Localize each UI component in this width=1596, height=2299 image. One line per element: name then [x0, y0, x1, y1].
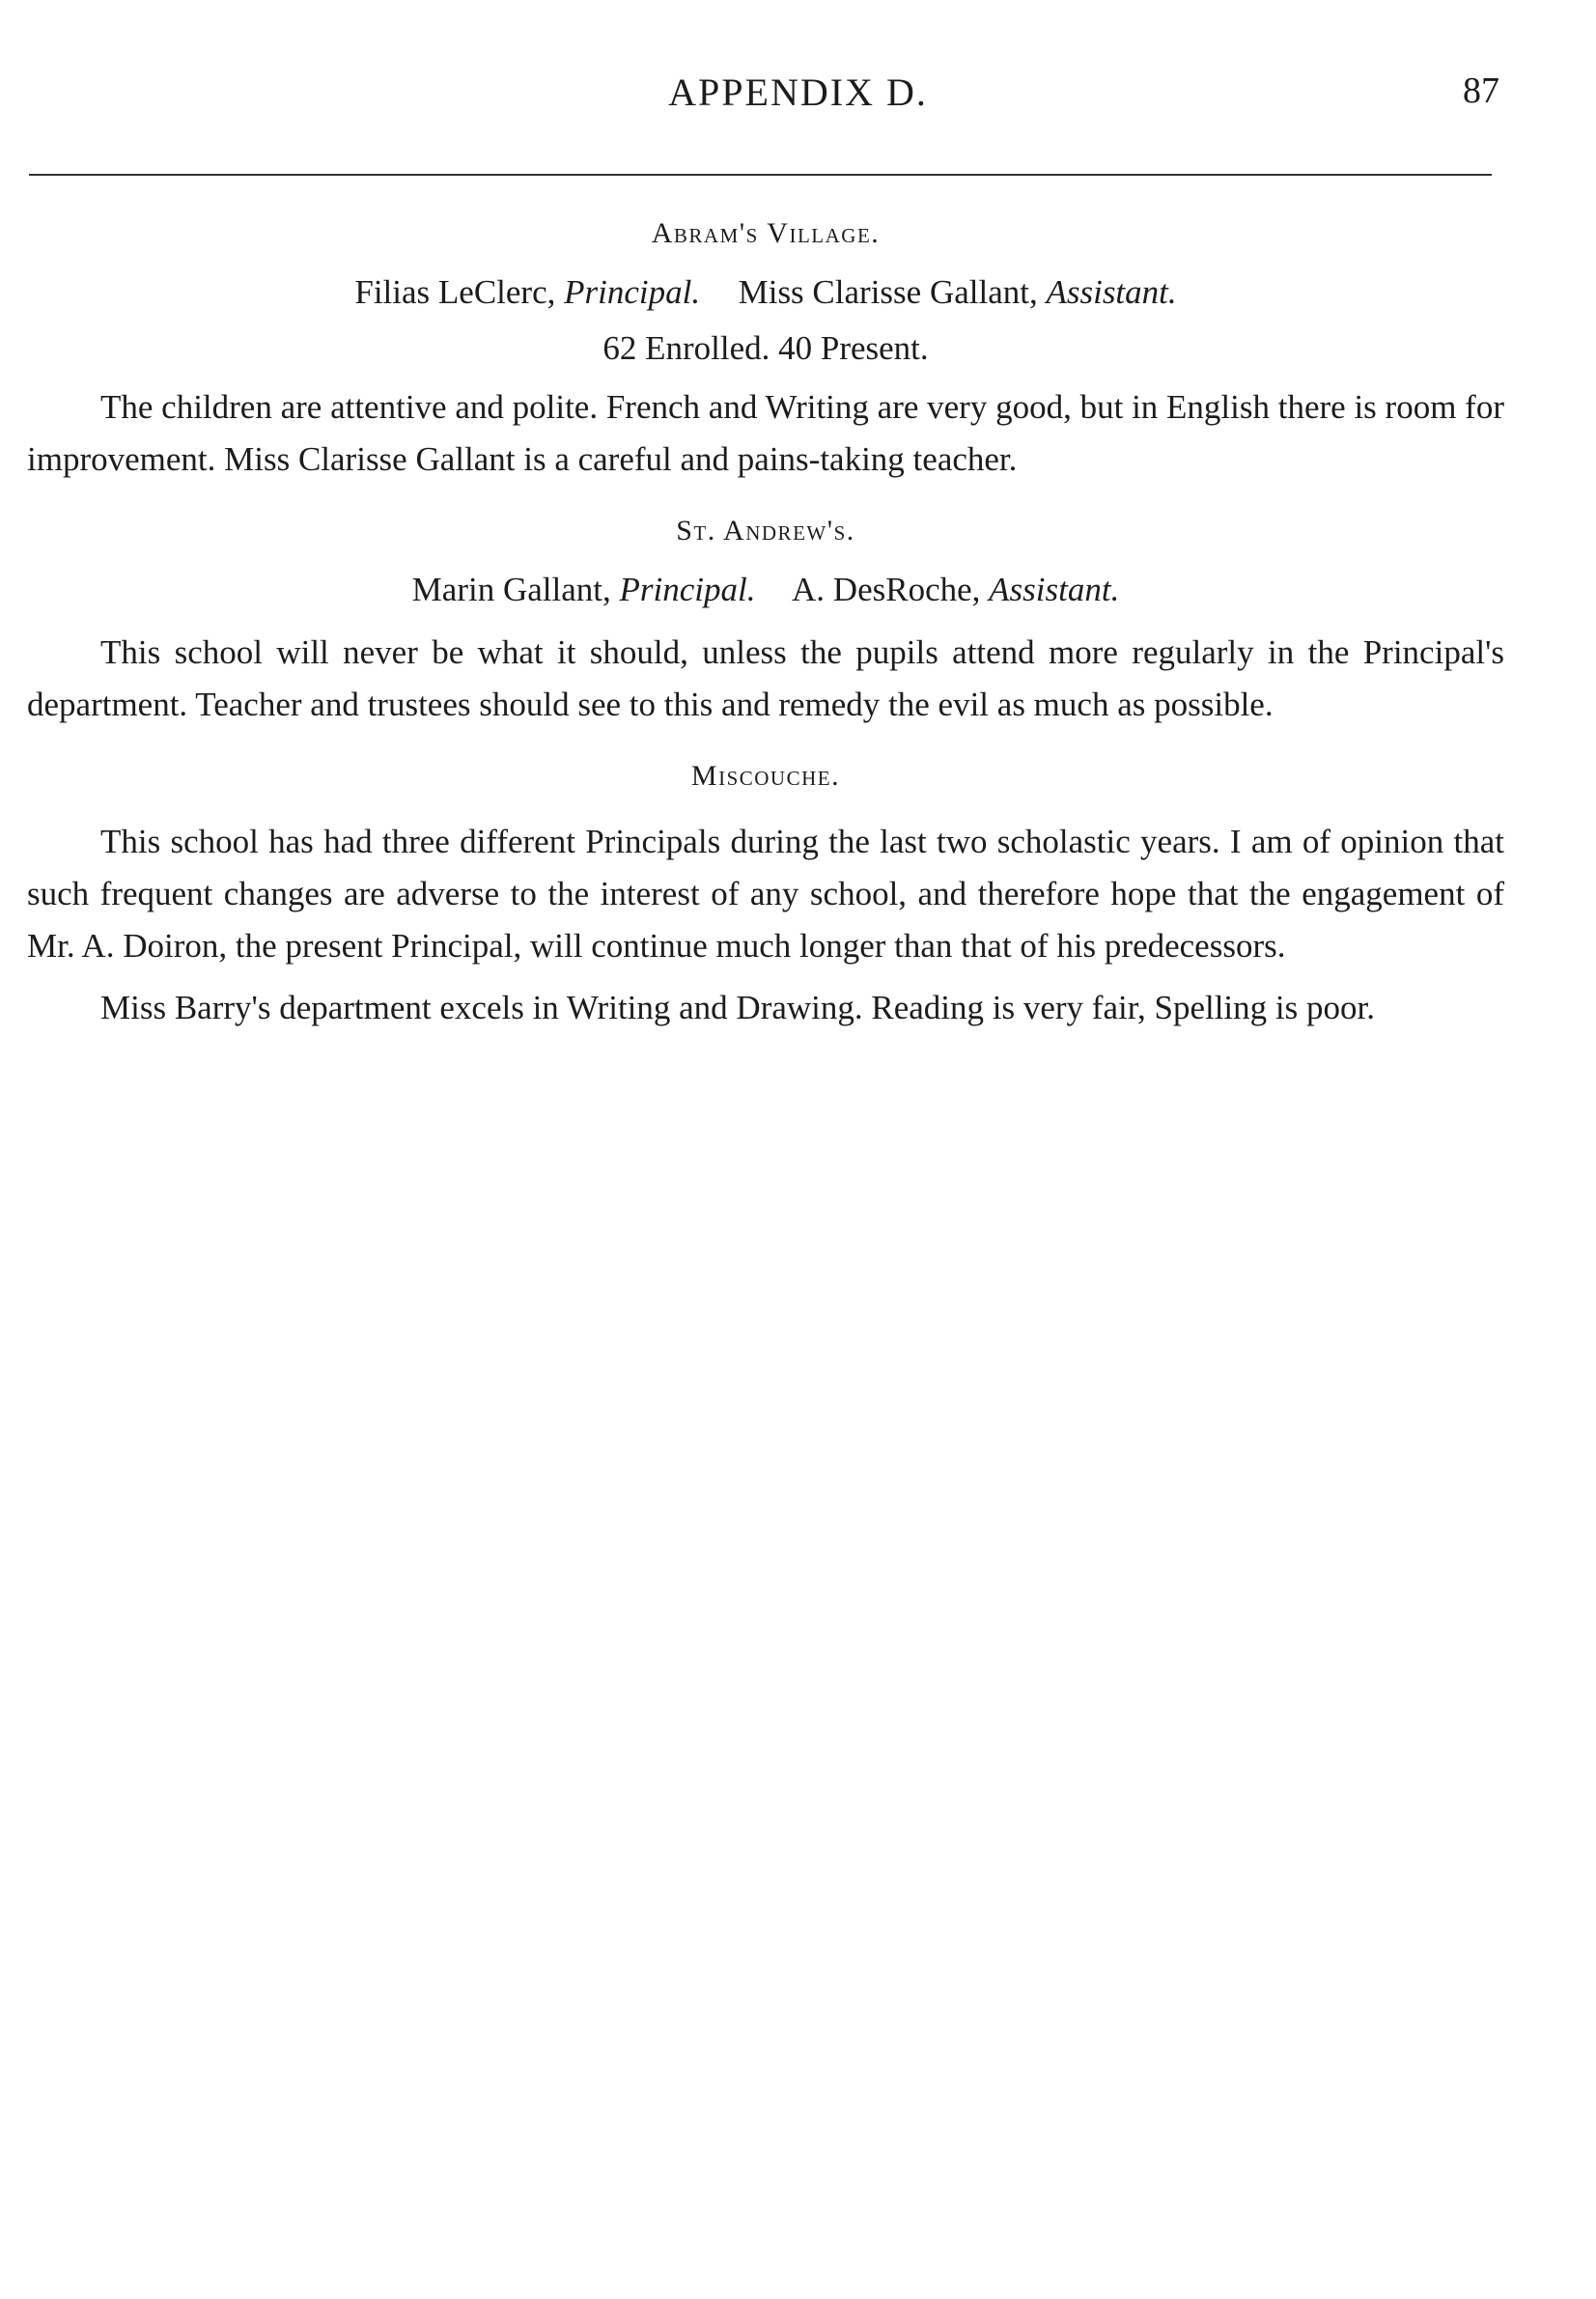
- page-title: APPENDIX D.: [668, 70, 928, 114]
- principal-role: Principal.: [619, 571, 756, 608]
- assistant-role: Assistant.: [989, 571, 1120, 608]
- section-heading: St. Andrew's.: [676, 515, 855, 547]
- section-heading: Abram's Village.: [651, 217, 881, 249]
- assistant-name: Miss Clarisse Gallant,: [738, 273, 1038, 311]
- running-head: [0, 70, 1596, 118]
- principal-name: Marin Gallant,: [411, 571, 611, 608]
- principal-name: Filias LeClerc,: [354, 273, 556, 311]
- assistant-name: A. DesRoche,: [792, 571, 981, 608]
- section-abrams-village: [27, 217, 1504, 486]
- staff-line: [27, 571, 1504, 609]
- section-miscouche: [27, 760, 1504, 1034]
- staff-line: [27, 273, 1504, 312]
- enrollment-line: 62 Enrolled. 40 Present.: [602, 329, 929, 367]
- paragraph: The children are attentive and polite. French and Writing are very good, but in English there is room for improvement. Miss Clarisse Gallant is a careful and pains-taking teacher.: [27, 388, 1504, 478]
- paragraph: Miss Barry's department excels in Writing and Drawing. Reading is very fair, Spelling is poor.: [100, 989, 1375, 1026]
- page-number: 87: [1463, 70, 1499, 111]
- assistant-role: Assistant.: [1046, 273, 1177, 311]
- page-body: [27, 217, 1504, 1063]
- paragraph: This school has had three different Principals during the last two scholastic years. I am of opinion that such frequent changes are adverse to the interest of any school, and therefore hope that the engagement of Mr. A. Doiron, the present Principal, will continue much longer than that of his predecessors.: [27, 823, 1504, 965]
- section-st-andrews: [27, 515, 1504, 731]
- paragraph: This school will never be what it should, unless the pupils attend more regularly in the Principal's department. Teacher and trustees should see to this and remedy the evil as much as possible.: [27, 633, 1504, 723]
- principal-role: Principal.: [564, 273, 701, 311]
- section-heading: Miscouche.: [690, 760, 841, 792]
- header-divider: [29, 174, 1492, 176]
